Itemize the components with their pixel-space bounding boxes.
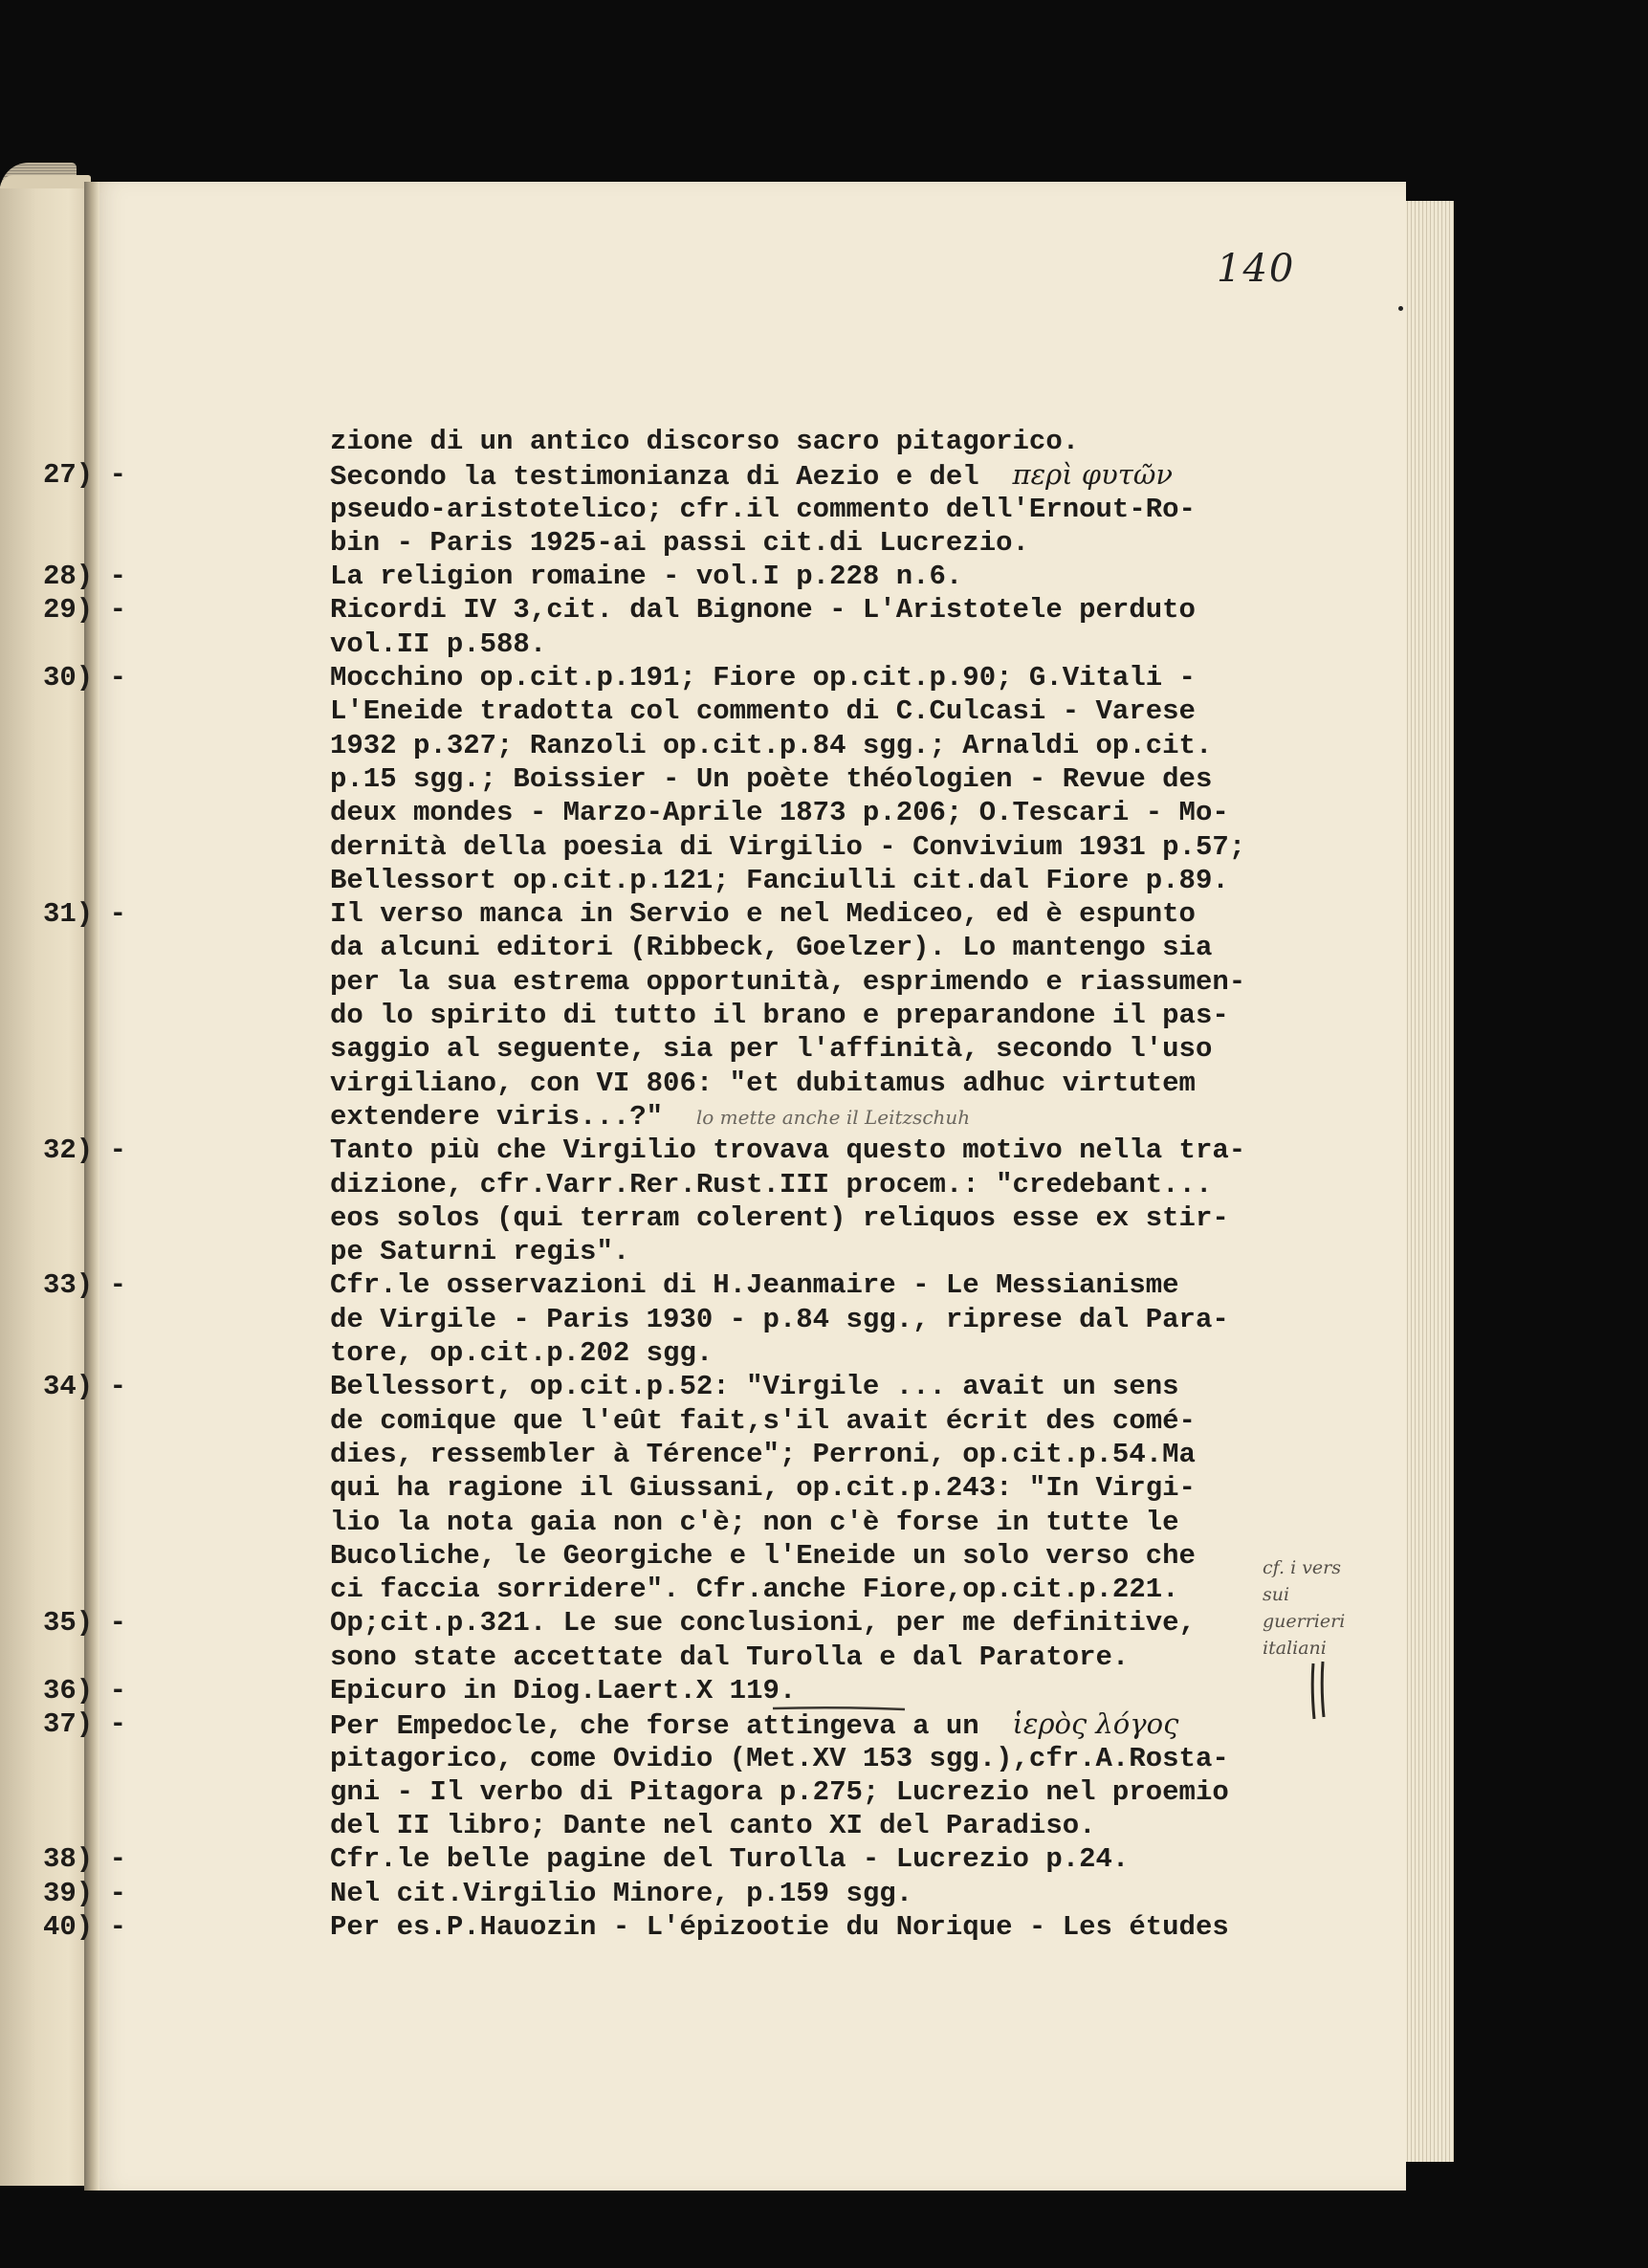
footnote-text-segment: eos solos (qui terram colerent) reliquos esse ex stir- bbox=[330, 1201, 1229, 1234]
footnote-line bbox=[43, 1606, 1301, 1640]
footnote-text-segment: de comique que l'eût fait,s'il avait écrit des comé- bbox=[330, 1404, 1196, 1437]
footnote-line bbox=[220, 425, 1301, 458]
footnote-number: 34) - bbox=[43, 1371, 127, 1403]
footnote-line bbox=[220, 1168, 1301, 1201]
footnote-text-segment: pe Saturni regis". bbox=[330, 1236, 630, 1268]
footnote-line bbox=[220, 493, 1301, 526]
footnote-text-segment: extendere viris...?" bbox=[330, 1100, 664, 1133]
footnote-line bbox=[43, 1674, 1301, 1707]
footnote-text bbox=[330, 1640, 1129, 1674]
footnote-line bbox=[43, 897, 1301, 931]
footnote-text bbox=[330, 762, 1212, 796]
footnote-text bbox=[330, 1842, 1129, 1876]
footnote-text-segment: Bellessort, op.cit.p.52: "Virgile ... avait un sens bbox=[330, 1371, 1179, 1403]
footnotes-list bbox=[43, 425, 1301, 1944]
footnote-line bbox=[220, 1438, 1301, 1471]
margin-annotation-line: sui guerrieri bbox=[1263, 1584, 1346, 1632]
footnote-line bbox=[220, 864, 1301, 897]
footnote-text-segment: del II libro; Dante nel canto XI del Paradiso. bbox=[330, 1810, 1096, 1842]
footnote-text-segment: Bellessort op.cit.p.121; Fanciulli cit.dal Fiore p.89. bbox=[330, 864, 1229, 896]
footnote-number: 31) - bbox=[43, 898, 127, 931]
footnote-number: 35) - bbox=[43, 1607, 127, 1640]
footnote-line bbox=[220, 1100, 1301, 1134]
footnote-text-segment: qui ha ragione il Giussani, op.cit.p.243: "In Virgi- bbox=[330, 1472, 1196, 1505]
footnote-text bbox=[330, 1471, 1196, 1505]
footnote-line bbox=[220, 694, 1301, 728]
footnote-text bbox=[330, 729, 1212, 762]
footnote-line bbox=[220, 1742, 1301, 1775]
footnote-text bbox=[330, 1506, 1179, 1539]
pencil-underline bbox=[771, 1705, 907, 1712]
footnote-text-segment: Cfr.le osservazioni di H.Jeanmaire - Le Messianisme bbox=[330, 1269, 1179, 1302]
footnote-text bbox=[330, 1438, 1196, 1471]
footnote-text bbox=[330, 1303, 1229, 1336]
footnote-text-segment: bin - Paris 1925-ai passi cit.di Lucrezio. bbox=[330, 526, 1029, 559]
footnote-line bbox=[220, 999, 1301, 1032]
footnote-text-segment: dies, ressembler à Térence"; Perroni, op.cit.p.54.Ma bbox=[330, 1438, 1196, 1470]
footnote-text-segment: da alcuni editori (Ribbeck, Goelzer). Lo mantengo sia bbox=[330, 932, 1213, 964]
footnote-line bbox=[220, 1506, 1301, 1539]
footnote-text bbox=[330, 796, 1229, 829]
footnote-text bbox=[330, 1235, 629, 1268]
footnote-text bbox=[330, 1201, 1229, 1235]
footnote-text bbox=[330, 694, 1196, 728]
footnote-line bbox=[220, 1201, 1301, 1235]
footnote-line bbox=[43, 661, 1301, 694]
footnote-line bbox=[220, 1067, 1301, 1100]
page-number: 140 bbox=[1217, 247, 1296, 291]
footnote-line bbox=[43, 1268, 1301, 1302]
footnote-text bbox=[330, 1370, 1179, 1403]
footnote-text-segment: Cfr.le belle pagine del Turolla - Lucrezio p.24. bbox=[330, 1843, 1130, 1876]
footnote-text-segment: tore, op.cit.p.202 sgg. bbox=[330, 1337, 714, 1370]
footnote-line bbox=[220, 965, 1301, 999]
footnote-text-segment: dizione, cfr.Varr.Rer.Rust.III procem.: "credebant... bbox=[330, 1168, 1213, 1200]
footnote-text bbox=[330, 1268, 1179, 1302]
footnote-text-segment: saggio al seguente, sia per l'affinità, secondo l'uso bbox=[330, 1033, 1213, 1066]
footnote-line bbox=[220, 1809, 1301, 1842]
footnote-line bbox=[220, 1640, 1301, 1674]
footnote-text-segment: 1932 p.327; Ranzoli op.cit.p.84 sgg.; Arnaldi op.cit. bbox=[330, 729, 1213, 761]
footnote-text-segment: Epicuro in Diog.Laert.X 119. bbox=[330, 1674, 797, 1707]
pencil-annotation: lo mette anche il Leitzschuh bbox=[695, 1105, 971, 1129]
footnote-text bbox=[330, 1100, 970, 1134]
footnote-line bbox=[43, 593, 1301, 627]
footnote-number: 27) - bbox=[43, 459, 127, 492]
footnote-text-segment: de Virgile - Paris 1930 - p.84 sgg., riprese dal Para- bbox=[330, 1303, 1229, 1335]
footnote-number: 37) - bbox=[43, 1708, 127, 1741]
footnote-text bbox=[330, 493, 1196, 526]
footnote-text bbox=[330, 999, 1229, 1032]
footnote-text-segment: ci faccia sorridere". Cfr.anche Fiore,op.cit.p.221. bbox=[330, 1574, 1179, 1606]
footnote-text-segment: La religion romaine - vol.I p.228 n.6. bbox=[330, 561, 963, 593]
footnote-line bbox=[220, 1539, 1301, 1573]
footnote-text bbox=[330, 560, 962, 593]
footnote-number: 40) - bbox=[43, 1911, 127, 1944]
footnote-text bbox=[330, 628, 546, 661]
footnote-text bbox=[330, 526, 1029, 560]
footnote-number: 29) - bbox=[43, 594, 127, 627]
footnote-number: 38) - bbox=[43, 1843, 127, 1876]
footnote-number: 33) - bbox=[43, 1269, 127, 1302]
footnote-text-segment: vol.II p.588. bbox=[330, 628, 547, 660]
footnote-text bbox=[330, 458, 1173, 494]
footnote-text bbox=[330, 1539, 1196, 1573]
footnote-text-segment: sono state accettate dal Turolla e dal Paratore. bbox=[330, 1640, 1130, 1673]
footnote-text-segment: Secondo la testimonianza di Aezio e del bbox=[330, 461, 979, 494]
footnote-text-segment: L'Eneide tradotta col commento di C.Culcasi - Varese bbox=[330, 695, 1196, 728]
footnote-number: 32) - bbox=[43, 1134, 127, 1167]
footnote-text bbox=[330, 864, 1229, 897]
footnote-text-segment: Bucoliche, le Georgiche e l'Eneide un solo verso che bbox=[330, 1539, 1196, 1572]
footnote-text-segment: Il verso manca in Servio e nel Mediceo, ed è espunto bbox=[330, 898, 1196, 931]
footnote-line bbox=[43, 458, 1301, 494]
footnote-line bbox=[43, 560, 1301, 593]
footnote-text bbox=[330, 1134, 1245, 1167]
footnote-line bbox=[220, 1235, 1301, 1268]
footnote-line bbox=[43, 1134, 1301, 1167]
margin-annotation-line: cf. i vers bbox=[1263, 1557, 1342, 1578]
footnote-text-segment: lio la nota gaia non c'è; non c'è forse in tutte le bbox=[330, 1506, 1179, 1538]
footnote-text bbox=[330, 1707, 1178, 1743]
footnote-text-segment: Mocchino op.cit.p.191; Fiore op.cit.p.90; G.Vitali - bbox=[330, 662, 1196, 694]
margin-bracket-mark bbox=[1308, 1660, 1329, 1722]
handwritten-greek: περὶ φυτῶν bbox=[1012, 458, 1174, 492]
footnote-line bbox=[220, 1303, 1301, 1336]
footnote-text bbox=[330, 1404, 1196, 1438]
footnote-text-segment: Ricordi IV 3,cit. dal Bignone - L'Aristotele perduto bbox=[330, 594, 1196, 627]
footnote-text bbox=[330, 1742, 1229, 1775]
footnote-line bbox=[220, 1775, 1301, 1809]
footnote-text bbox=[330, 965, 1245, 999]
footnote-line bbox=[220, 526, 1301, 560]
footnote-line bbox=[220, 762, 1301, 796]
footnote-number: 28) - bbox=[43, 561, 127, 593]
footnote-line bbox=[43, 1910, 1301, 1944]
footnote-line bbox=[220, 1336, 1301, 1370]
footnote-line bbox=[43, 1877, 1301, 1910]
footnote-text bbox=[330, 897, 1196, 931]
footnote-text-segment: Op;cit.p.321. Le sue conclusioni, per me definitive, bbox=[330, 1607, 1196, 1640]
footnote-line bbox=[43, 1370, 1301, 1403]
footnote-text-segment: zione di un antico discorso sacro pitagorico. bbox=[330, 426, 1080, 457]
footnote-text bbox=[330, 1910, 1229, 1944]
footnote-text-segment: dernità della poesia di Virgilio - Convivium 1931 p.57; bbox=[330, 830, 1246, 863]
footnote-text-segment: Per Empedocle, che forse attingeva a un bbox=[330, 1710, 979, 1743]
footnote-text bbox=[330, 1168, 1212, 1201]
footnote-text bbox=[330, 1336, 713, 1370]
footnote-line bbox=[220, 796, 1301, 829]
footnote-text bbox=[330, 661, 1196, 694]
footnote-text bbox=[330, 1032, 1212, 1066]
footnote-text bbox=[330, 425, 1079, 458]
footnote-line bbox=[220, 1404, 1301, 1438]
footnote-line bbox=[220, 1471, 1301, 1505]
footnote-line bbox=[220, 830, 1301, 864]
footnote-text bbox=[330, 830, 1245, 864]
footnote-text-segment: Tanto più che Virgilio trovava questo motivo nella tra- bbox=[330, 1134, 1246, 1167]
footnote-text bbox=[330, 1674, 796, 1707]
footnote-line bbox=[220, 931, 1301, 964]
footnote-text bbox=[330, 1877, 912, 1910]
footnote-text-segment: pseudo-aristotelico; cfr.il commento dell'Ernout-Ro- bbox=[330, 493, 1196, 525]
footnote-text-segment: gni - Il verbo di Pitagora p.275; Lucrezio nel proemio bbox=[330, 1775, 1229, 1808]
dot-mark bbox=[1398, 306, 1403, 311]
footnote-text-segment: per la sua estrema opportunità, esprimendo e riassumen- bbox=[330, 965, 1246, 998]
footnote-line bbox=[43, 1707, 1301, 1743]
footnote-text-segment: virgiliano, con VI 806: "et dubitamus adhuc virtutem bbox=[330, 1067, 1196, 1099]
footnote-text bbox=[330, 1606, 1196, 1640]
footnote-text bbox=[330, 593, 1196, 627]
footnote-line bbox=[220, 729, 1301, 762]
footnote-text-segment: do lo spirito di tutto il brano e preparandone il pas- bbox=[330, 1000, 1229, 1032]
footnote-text-segment: deux mondes - Marzo-Aprile 1873 p.206; O.Tescari - Mo- bbox=[330, 797, 1229, 829]
margin-annotation-line: italiani bbox=[1263, 1638, 1327, 1659]
footnote-text bbox=[330, 1573, 1179, 1606]
handwritten-greek: ἱερὸς λόγος bbox=[1012, 1707, 1179, 1741]
footnote-text-segment: p.15 sgg.; Boissier - Un poète théologien - Revue des bbox=[330, 762, 1213, 795]
footnote-number: 36) - bbox=[43, 1674, 127, 1707]
footnote-text-segment: Nel cit.Virgilio Minore, p.159 sgg. bbox=[330, 1877, 913, 1909]
footnote-number: 30) - bbox=[43, 662, 127, 694]
footnote-line bbox=[220, 1573, 1301, 1606]
footnote-text-segment: pitagorico, come Ovidio (Met.XV 153 sgg.),cfr.A.Rosta- bbox=[330, 1742, 1229, 1774]
footnote-text bbox=[330, 1775, 1229, 1809]
margin-annotation bbox=[1263, 1554, 1377, 1662]
footnote-text bbox=[330, 1067, 1196, 1100]
footnote-text-segment: Per es.P.Hauozin - L'épizootie du Norique - Les études bbox=[330, 1911, 1229, 1944]
footnote-line bbox=[220, 1032, 1301, 1066]
footnote-text bbox=[330, 1809, 1096, 1842]
footnote-line bbox=[43, 1842, 1301, 1876]
footnote-text bbox=[330, 931, 1212, 964]
footnote-line bbox=[220, 628, 1301, 661]
footnote-number: 39) - bbox=[43, 1877, 127, 1909]
